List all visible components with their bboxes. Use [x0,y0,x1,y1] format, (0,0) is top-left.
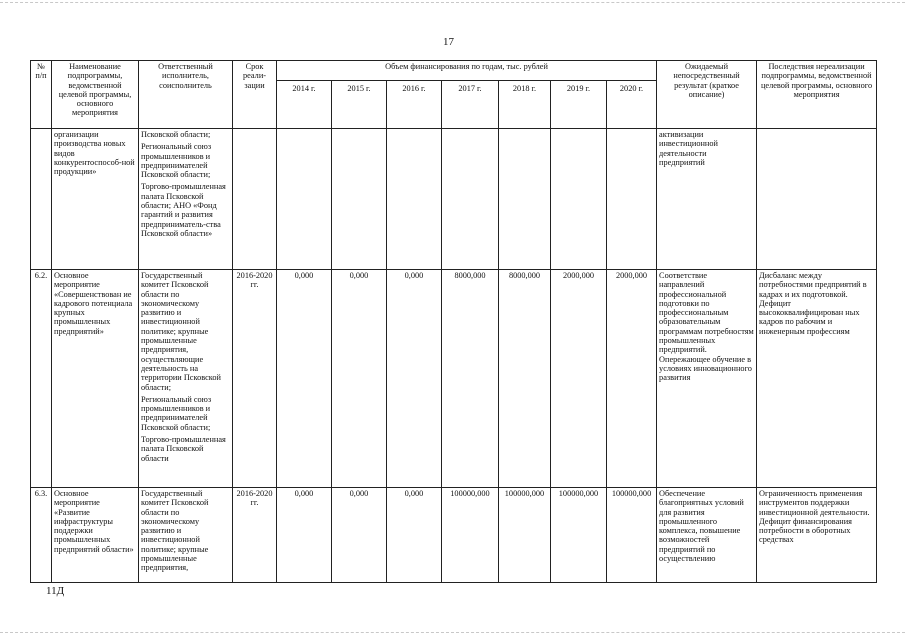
row-result: Соответствие направлений профессиональной подготовки по профессиональным образовательным программам потребностям промышленных предприятий. Опережающее обучение в условиях инновационного развития [657,270,757,488]
header-year: 2016 г. [387,81,442,129]
row-value-2014: 0,000 [277,488,332,583]
scan-edge-top [0,2,905,6]
row-value-2018: 100000,000 [499,488,551,583]
row-value-2018 [499,129,551,270]
header-year: 2018 г. [499,81,551,129]
row-value-2014: 0,000 [277,270,332,488]
row-consequences: Дисбаланс между потребностями предприятий в кадрах и их подготовкой. Дефицит высококвалифицирован ных кадров по рабочим и инженерным профессиям [757,270,877,488]
header-num: № п/п [31,61,52,129]
row-term [233,129,277,270]
row-value-2018: 8000,000 [499,270,551,488]
row-result: Обеспечение благоприятных условий для развития промышленного комплекса, повышение возможностей предприятий по осуществлению [657,488,757,583]
row-name: Основное мероприятие «Развитие инфраструктуры поддержки промышленных предприятий области» [52,488,139,583]
row-consequences [757,129,877,270]
executor-segment: Торгово-промышленная палата Псковской области [141,435,226,463]
row-num: 6.3. [31,488,52,583]
row-value-2014 [277,129,332,270]
row-value-2017 [442,129,499,270]
header-consequences: Последствия нереализации подпрограммы, ведомственной целевой программы, основного мероприятия [757,61,877,129]
page-number: 17 [443,36,454,48]
row-value-2016: 0,000 [387,270,442,488]
executor-segment: Региональный союз промышленников и предпринимателей Псковской области; [141,394,212,432]
table-row [31,129,877,270]
row-value-2020: 2000,000 [607,270,657,488]
row-value-2015 [332,129,387,270]
row-executor [139,488,233,583]
header-year: 2017 г. [442,81,499,129]
row-executor [139,270,233,488]
row-value-2016: 0,000 [387,488,442,583]
row-value-2019: 2000,000 [551,270,607,488]
row-num [31,129,52,270]
row-value-2015: 0,000 [332,488,387,583]
document-code: 11Д [46,585,65,597]
row-name: Основное мероприятие «Совершенствован ие кадрового потенциала крупных промышленных предприятий» [52,270,139,488]
row-value-2020: 100000,000 [607,488,657,583]
row-value-2016 [387,129,442,270]
header-executor: Ответственный исполнитель, соисполнитель [139,61,233,129]
header-term: Срок реали-зации [233,61,277,129]
program-table [30,60,877,583]
header-name: Наименование подпрограммы, ведомственной целевой программы, основного мероприятия [52,61,139,129]
row-value-2019 [551,129,607,270]
executor-segment: Государственный комитет Псковской области по экономическому развитию и инвестиционной политике; крупные промышленные предприятия, осуществляющие деятельность на территории Псковской области; [141,271,221,392]
row-value-2019: 100000,000 [551,488,607,583]
header-year: 2019 г. [551,81,607,129]
row-name: организации производства новых видов конкурентоспособ-ной продукции» [52,129,139,270]
header-year: 2020 г. [607,81,657,129]
table-row [31,270,877,488]
row-consequences: Ограниченность применения инструментов поддержки инвестиционной деятельности. Дефицит финансирования потребности в оборотных средствах [757,488,877,583]
row-executor [139,129,233,270]
row-value-2017: 8000,000 [442,270,499,488]
executor-segment: Региональный союз промышленников и предпринимателей Псковской области; [141,142,212,180]
row-term: 2016-2020 гг. [233,488,277,583]
table-row [31,488,877,583]
header-year: 2015 г. [332,81,387,129]
executor-segment: Государственный комитет Псковской области по экономическому развитию и инвестиционной политике; крупные промышленные предприятия, [141,489,209,573]
row-num: 6.2. [31,270,52,488]
row-result: активизации инвестиционной деятельности предприятий [657,129,757,270]
row-value-2017: 100000,000 [442,488,499,583]
executor-segment: Торгово-промышленная палата Псковской области; АНО «Фонд гарантий и развития предприниматель-ства Псковской области» [141,182,226,238]
header-year: 2014 г. [277,81,332,129]
row-value-2015: 0,000 [332,270,387,488]
scan-edge-bottom [0,632,905,636]
header-result: Ожидаемый непосредственный результат (краткое описание) [657,61,757,129]
executor-segment: Псковской области; [141,130,211,139]
row-value-2020 [607,129,657,270]
header-funding: Объем финансирования по годам, тыс. рублей [277,61,657,81]
row-term: 2016-2020 гг. [233,270,277,488]
